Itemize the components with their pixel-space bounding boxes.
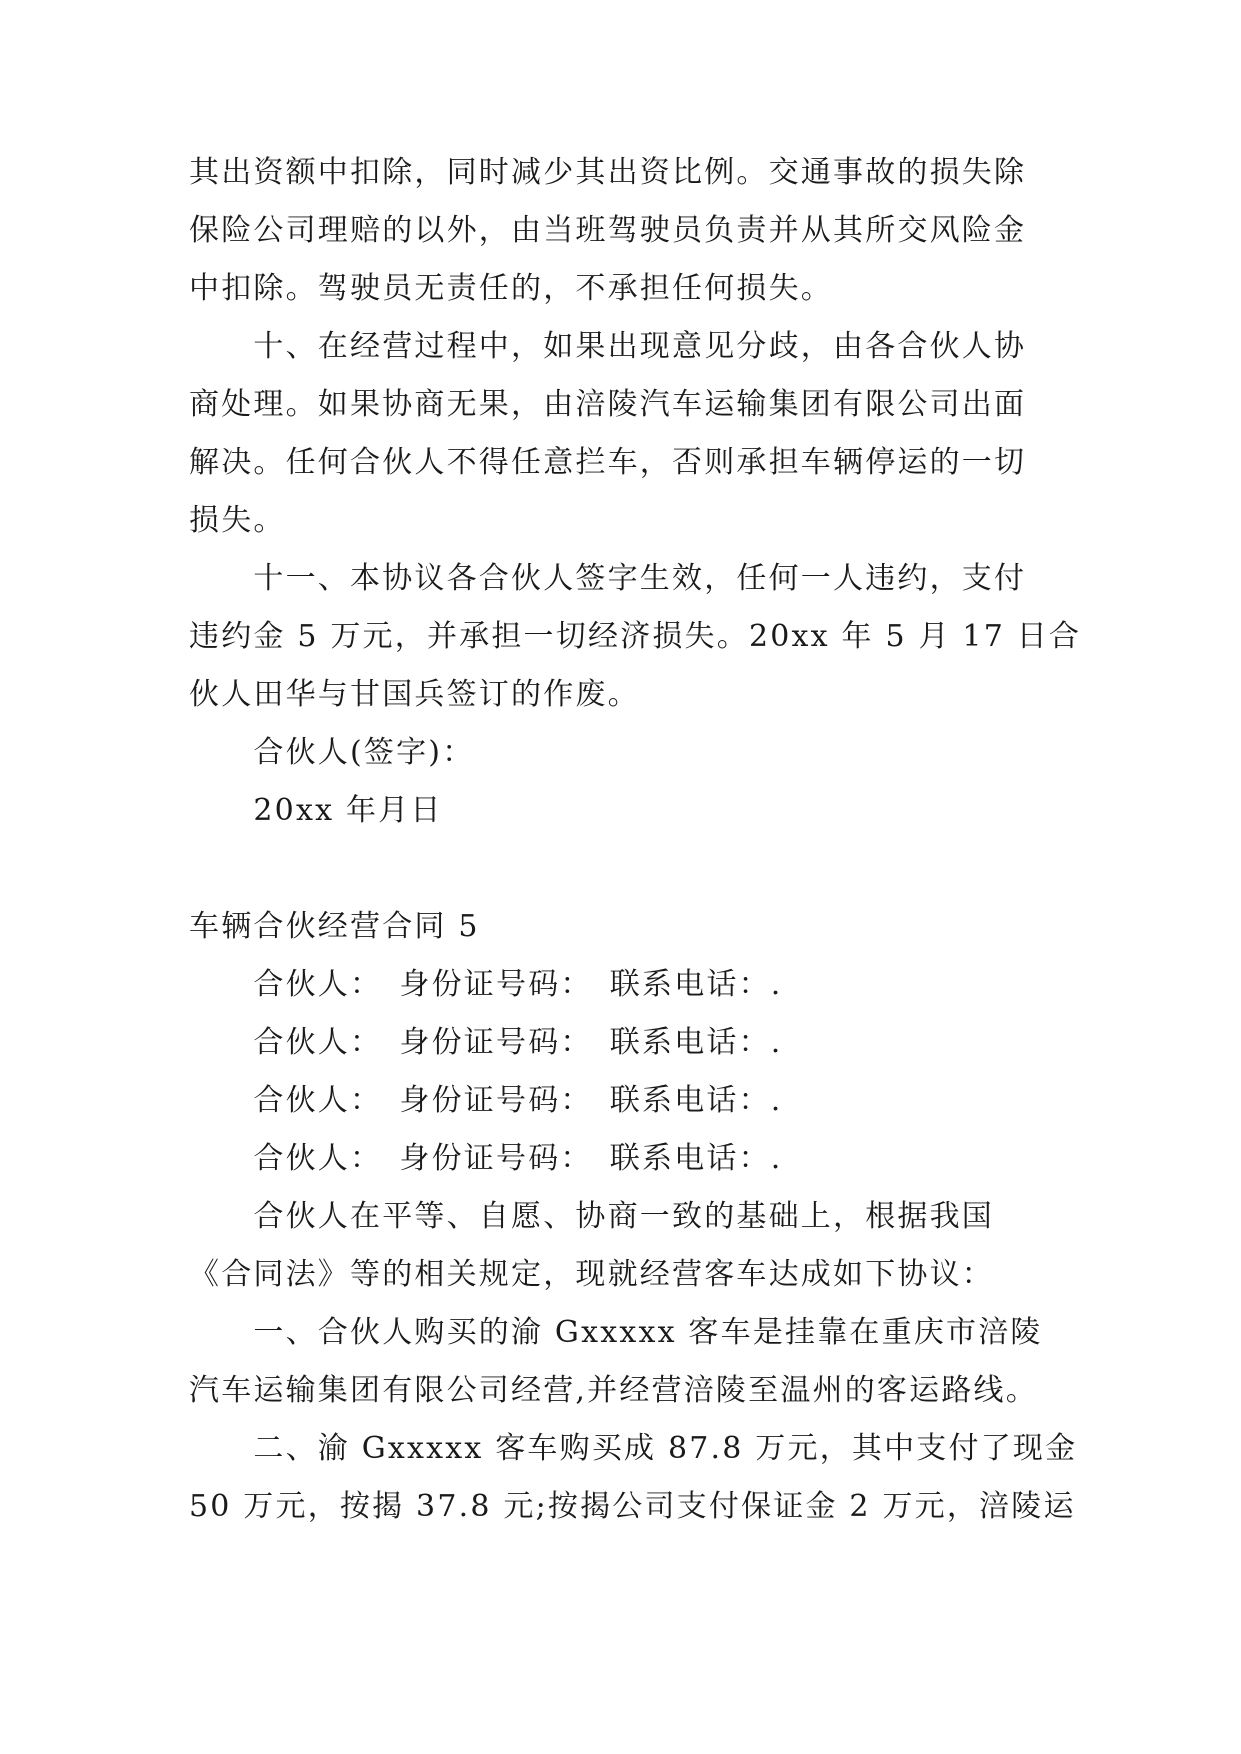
text-line: 二、渝 Gxxxxx 客车购买成 87.8 万元，其中支付了现金 [189, 1431, 1078, 1466]
document-body [189, 144, 1082, 1536]
text-line: 20xx 年月日 [189, 793, 443, 828]
text-line: 十一、本协议各合伙人签字生效，任何一人违约，支付 [189, 561, 1027, 596]
text-line: 合伙人(签字)： [189, 735, 475, 770]
text-line: 《合同法》等的相关规定，现就经营客车达成如下协议： [189, 1257, 994, 1292]
text-line: 十、在经营过程中，如果出现意见分歧，由各合伙人协 [189, 329, 1027, 364]
blank-line [189, 840, 1059, 898]
text-line: 损失。 [189, 503, 286, 538]
section-title: 车辆合伙经营合同 5 [189, 909, 480, 944]
text-line: 其出资额中扣除，同时减少其出资比例。交通事故的损失除 [189, 155, 1027, 190]
text-line: 合伙人在平等、自愿、协商一致的基础上，根据我国 [189, 1199, 994, 1234]
text-line: 保险公司理赔的以外，由当班驾驶员负责并从其所交风险金 [189, 213, 1027, 248]
text-line: 伙人田华与甘国兵签订的作废。 [189, 677, 640, 712]
text-line: 一、合伙人购买的渝 Gxxxxx 客车是挂靠在重庆市涪陵 [189, 1315, 1043, 1350]
text-line: 合伙人： 身份证号码： 联系电话：. [189, 1141, 783, 1176]
text-line: 商处理。如果协商无果，由涪陵汽车运输集团有限公司出面 [189, 387, 1027, 422]
text-line: 合伙人： 身份证号码： 联系电话：. [189, 967, 783, 1002]
text-line: 中扣除。驾驶员无责任的，不承担任何损失。 [189, 271, 833, 306]
text-line: 合伙人： 身份证号码： 联系电话：. [189, 1083, 783, 1118]
text-line: 50 万元，按揭 37.8 元;按揭公司支付保证金 2 万元，涪陵运 [189, 1489, 1076, 1524]
text-line: 汽车运输集团有限公司经营,并经营涪陵至温州的客运路线。 [189, 1373, 1038, 1408]
text-line: 违约金 5 万元，并承担一切经济损失。20xx 年 5 月 17 日合 [189, 619, 1082, 654]
text-line: 解决。任何合伙人不得任意拦车，否则承担车辆停运的一切 [189, 445, 1027, 480]
text-line: 合伙人： 身份证号码： 联系电话：. [189, 1025, 783, 1060]
